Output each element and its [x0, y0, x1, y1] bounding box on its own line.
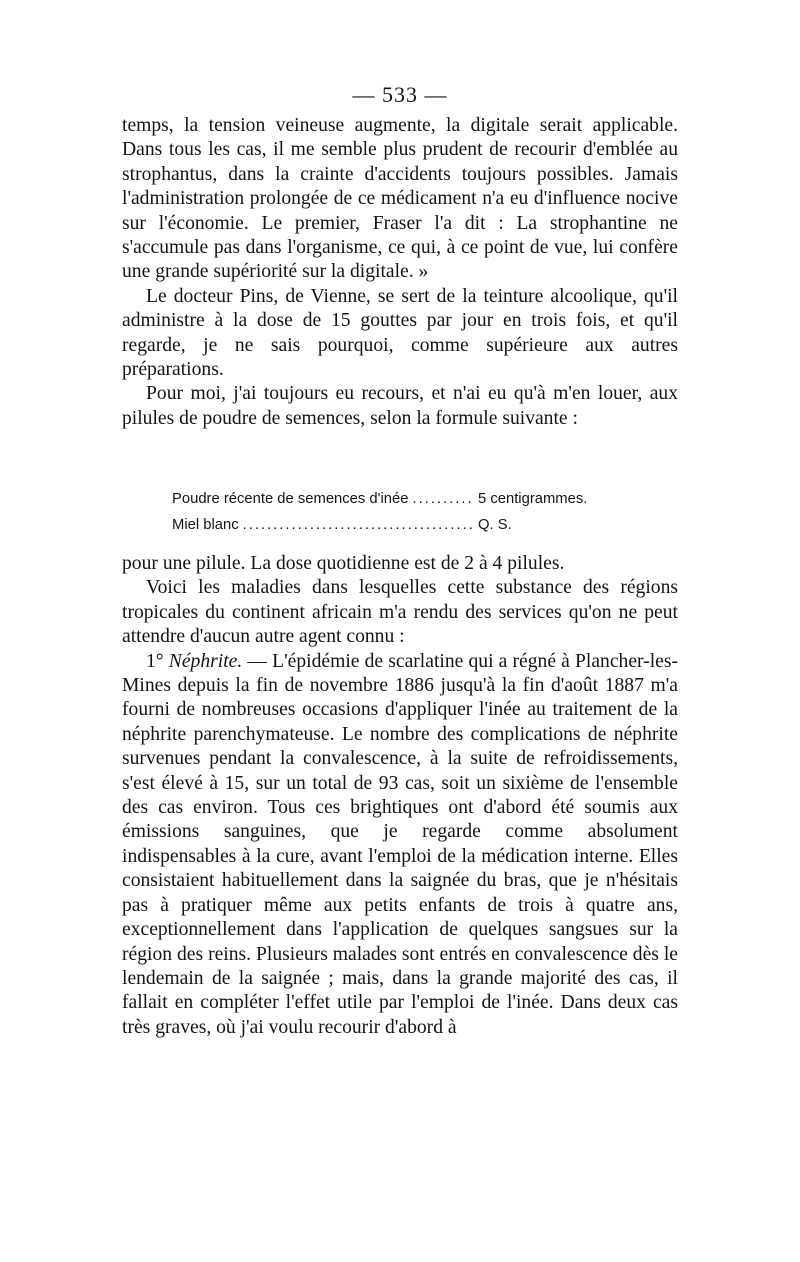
dot-leader — [243, 512, 474, 538]
section-number: 1° — [146, 650, 164, 672]
recipe-ingredient: Miel blanc — [172, 517, 239, 533]
section-title: Néphrite. — [168, 650, 243, 672]
recipe-row — [172, 512, 628, 538]
recipe-row — [172, 486, 628, 512]
paragraph-regions: Voici les maladies dans lesquelles cette substance des régions tropicales du continent africain m'a rendu des services qu'on ne peut attendre d'aucun autre agent connu : — [122, 577, 678, 648]
paragraph-pilules: Pour moi, j'ai toujours eu recours, et n'ai eu qu'à m'en louer, aux pilules de poudre de semences, selon la formule suivante : — [122, 383, 678, 429]
paragraph-pins: Le docteur Pins, de Vienne, se sert de la teinture alcoolique, qu'il administre à la dose de 15 gouttes par jour en trois fois, et qu'il regarde, je ne sais pourquoi, comme supérieure aux autres préparations. — [122, 285, 678, 381]
recipe-formula — [172, 486, 628, 538]
section-body: — L'épidémie de scarlatine qui a régné à Plancher-les-Mines depuis la fin de novembre 1886 jusqu'à la fin d'août 1887 m'a fourni de nombreuses occasions d'appliquer l'inée au traitement de la néphrite parenchymateuse. Le nombre des complications de néphrite survenues pendant la convalescence, à la suite de refroidissements, s'est élevé à 15, sur un total de 93 cas, soit un sixième de l'ensemble des cas environ. Tous ces brightiques ont d'abord été soumis aux émissions sanguines, que je regarde comme absolument indispensables à la cure, avant l'emploi de la médication interne. Elles consistaient habituellement dans la saignée du bras, que je n'hésitais pas à pratiquer même aux petits enfants de trois à quatre ans, exceptionnellement dans l'application de quelques sangsues sur la région des reins. Plusieurs malades sont entrés en convalescence dès le lendemain de la saignée ; mais, dans la grande majorité des cas, il fallait en compléter l'effet utile par l'emploi de l'inée. Dans deux cas très graves, où j'ai voulu recourir d'abord à — [122, 650, 678, 1038]
page-number: — 533 — — [352, 82, 448, 107]
recipe-quantity: Q. S. — [478, 517, 512, 533]
dot-leader — [412, 486, 474, 512]
text-block-bottom — [122, 552, 678, 1040]
text-block-top — [122, 114, 678, 431]
recipe-quantity: 5 centigrammes. — [478, 491, 588, 507]
paragraph-strophantus: temps, la tension veineuse augmente, la digitale serait applicable. Dans tous les cas, il me semble plus prudent de recourir d'emblée au strophantus, dans la crainte d'accidents toujours possibles. Jamais l'administration prolongée de ce médicament n'a eu d'influence nocive sur l'économie. Le premier, Fraser l'a dit : La strophantine ne s'accumule pas dans l'organisme, ce qui, à ce point de vue, lui confère une grande supériorité sur la digitale. » — [122, 115, 678, 283]
paragraph-dose: pour une pilule. La dose quotidienne est de 2 à 4 pilules. — [122, 553, 565, 574]
section-nephrite — [122, 650, 678, 1041]
recipe-ingredient: Poudre récente de semences d'inée — [172, 491, 409, 507]
